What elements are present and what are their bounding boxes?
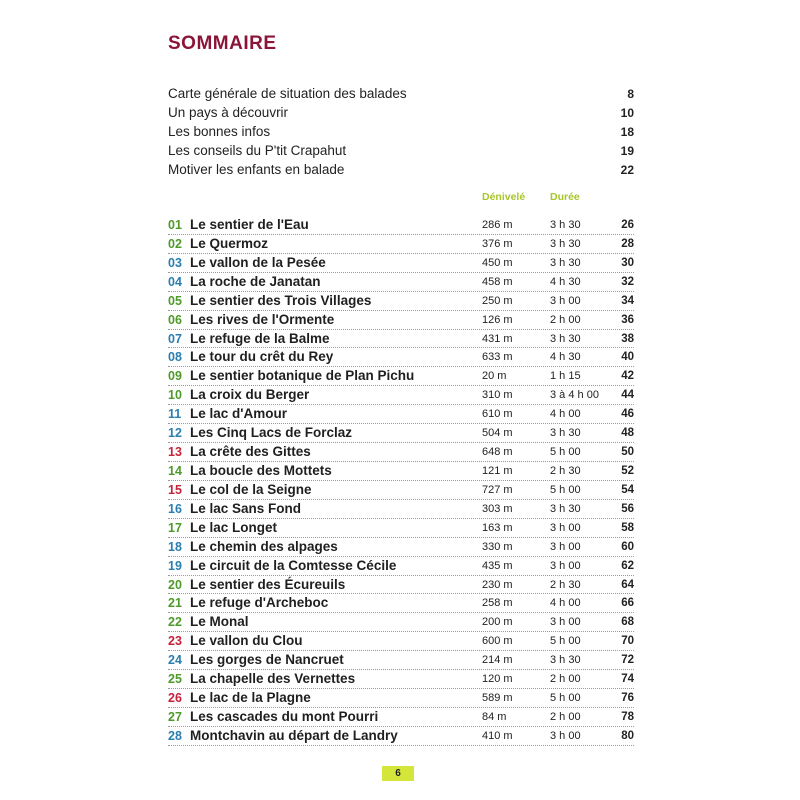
walk-page: 62: [621, 559, 634, 572]
walk-name: La chapelle des Vernettes: [190, 671, 356, 687]
walk-number: 02: [168, 236, 182, 251]
walk-name: La crête des Gittes: [190, 444, 311, 460]
walk-number: 22: [168, 615, 182, 630]
walk-row: [168, 670, 634, 689]
walk-row: [168, 386, 634, 405]
column-headers: [0, 191, 800, 207]
walk-duree: 5 h 00: [550, 483, 581, 496]
walk-number: 16: [168, 501, 182, 516]
walk-denivele: 258 m: [482, 597, 513, 610]
walk-denivele: 610 m: [482, 408, 513, 421]
walk-number: 11: [168, 407, 182, 422]
walk-row: [168, 727, 634, 746]
intro-item-page: 10: [620, 105, 634, 120]
walk-denivele: 250 m: [482, 294, 513, 307]
walk-page: 34: [621, 294, 634, 307]
walk-page: 42: [621, 370, 634, 383]
walk-denivele: 286 m: [482, 219, 513, 231]
walk-row: [168, 651, 634, 670]
walk-name: Les rives de l'Ormente: [190, 311, 335, 327]
walk-name: Les gorges de Nancruet: [190, 652, 344, 668]
walk-duree: 3 h 30: [550, 502, 581, 515]
walk-duree: 3 h 30: [550, 654, 581, 667]
walk-number: 06: [168, 312, 182, 327]
walk-page: 50: [621, 446, 634, 459]
walk-row: [168, 613, 634, 632]
walk-number: 08: [168, 350, 182, 365]
walk-page: 74: [621, 673, 634, 686]
walk-row: [168, 424, 634, 443]
walk-denivele: 600 m: [482, 635, 513, 648]
walk-row: [168, 235, 634, 254]
walk-duree: 2 h 30: [550, 464, 581, 477]
walk-denivele: 126 m: [482, 313, 513, 326]
walk-denivele: 200 m: [482, 616, 513, 629]
intro-item-label: Les conseils du P'tit Crapahut: [168, 143, 347, 158]
walk-number: 07: [168, 331, 182, 346]
walk-denivele: 310 m: [482, 389, 513, 402]
walk-name: Montchavin au départ de Landry: [190, 727, 398, 743]
walk-duree: 3 h 00: [550, 540, 581, 553]
walk-number: 10: [168, 388, 182, 403]
intro-item-label: Motiver les enfants en balade: [168, 162, 345, 177]
intro-item-page: 22: [620, 162, 634, 177]
walk-denivele: 431 m: [482, 332, 513, 345]
walk-number: 26: [168, 691, 182, 706]
walk-name: Les cascades du mont Pourri: [190, 708, 379, 724]
walk-page: 28: [621, 237, 634, 250]
walk-number: 14: [168, 463, 182, 478]
walk-row: [168, 367, 634, 386]
walk-duree: 4 h 30: [550, 351, 581, 364]
walk-duree: 3 à 4 h 00: [550, 389, 599, 402]
intro-item-label: Carte générale de situation des balades: [168, 86, 407, 101]
walk-row: [168, 538, 634, 557]
walk-denivele: 633 m: [482, 351, 513, 364]
walk-duree: 5 h 00: [550, 446, 581, 459]
walk-row: [168, 689, 634, 708]
walk-page: 80: [621, 729, 634, 742]
walk-duree: 3 h 00: [550, 559, 581, 572]
walk-page: 78: [621, 710, 634, 723]
walk-number: 12: [168, 426, 182, 441]
walk-name: Le sentier des Écureuils: [190, 576, 346, 592]
intro-item-page: 19: [620, 143, 634, 158]
walk-denivele: 648 m: [482, 446, 513, 459]
walk-name: Le lac d'Amour: [190, 406, 287, 422]
walk-row: [168, 443, 634, 462]
walk-duree: 3 h 30: [550, 427, 581, 440]
walk-row: [168, 462, 634, 481]
intro-item-page: 8: [627, 86, 634, 101]
walk-name: Le vallon de la Pesée: [190, 254, 326, 270]
intro-item: [168, 160, 634, 179]
walk-denivele: 450 m: [482, 256, 513, 269]
walk-name: Le lac Sans Fond: [190, 500, 302, 516]
walk-denivele: 120 m: [482, 673, 513, 686]
walk-number: 20: [168, 577, 182, 592]
intro-item: [168, 103, 634, 122]
walk-number: 25: [168, 672, 182, 687]
walk-page: 68: [621, 616, 634, 629]
walk-duree: 3 h 30: [550, 219, 581, 231]
walk-page: 56: [621, 502, 634, 515]
intro-item-page: 18: [620, 124, 634, 139]
walk-row: [168, 632, 634, 651]
walk-number: 23: [168, 634, 182, 649]
walk-row: [168, 708, 634, 727]
walk-duree: 2 h 00: [550, 673, 581, 686]
walk-duree: 3 h 00: [550, 294, 581, 307]
walk-row: [168, 273, 634, 292]
walk-name: Le sentier botanique de Plan Pichu: [190, 368, 415, 384]
page-title: SOMMAIRE: [168, 33, 277, 54]
walk-row: [168, 576, 634, 595]
walk-name: Le sentier de l'Eau: [190, 217, 309, 232]
walk-duree: 5 h 00: [550, 635, 581, 648]
walk-duree: 2 h 00: [550, 710, 581, 723]
walk-duree: 4 h 00: [550, 597, 581, 610]
intro-item-label: Un pays à découvrir: [168, 105, 289, 120]
walk-number: 21: [168, 596, 182, 611]
walk-number: 09: [168, 369, 182, 384]
walk-row: [168, 348, 634, 367]
walk-duree: 4 h 00: [550, 408, 581, 421]
walk-page: 58: [621, 521, 634, 534]
walk-page: 52: [621, 464, 634, 477]
walk-number: 04: [168, 274, 182, 289]
walk-name: Le refuge d'Archeboc: [190, 595, 329, 611]
walk-denivele: 303 m: [482, 502, 513, 515]
walk-page: 46: [621, 408, 634, 421]
walk-duree: 3 h 30: [550, 256, 581, 269]
walk-number: 05: [168, 293, 182, 308]
walk-denivele: 458 m: [482, 275, 513, 288]
walk-number: 01: [168, 218, 182, 232]
walk-page: 32: [621, 275, 634, 288]
walk-denivele: 84 m: [482, 710, 507, 723]
walk-row: [168, 254, 634, 273]
walk-number: 28: [168, 728, 182, 743]
walk-page: 66: [621, 597, 634, 610]
walk-list: [168, 216, 634, 746]
header-denivele: Dénivelé: [482, 191, 526, 203]
walk-number: 15: [168, 482, 182, 497]
walk-denivele: 163 m: [482, 521, 513, 534]
walk-page: 30: [621, 256, 634, 269]
walk-denivele: 504 m: [482, 427, 513, 440]
walk-duree: 4 h 30: [550, 275, 581, 288]
walk-denivele: 330 m: [482, 540, 513, 553]
walk-name: Le vallon du Clou: [190, 633, 303, 649]
walk-duree: 5 h 00: [550, 692, 581, 705]
walk-denivele: 589 m: [482, 692, 513, 705]
walk-duree: 3 h 00: [550, 616, 581, 629]
walk-name: Le sentier des Trois Villages: [190, 292, 372, 308]
walk-duree: 3 h 00: [550, 729, 581, 742]
walk-page: 36: [621, 313, 634, 326]
intro-item-label: Les bonnes infos: [168, 124, 271, 139]
walk-denivele: 121 m: [482, 464, 513, 477]
walk-denivele: 727 m: [482, 483, 513, 496]
walk-page: 54: [621, 483, 634, 496]
walk-name: La roche de Janatan: [190, 273, 321, 289]
header-duree: Durée: [550, 191, 580, 203]
walk-name: Le Monal: [190, 614, 249, 630]
walk-page: 38: [621, 332, 634, 345]
walk-row: [168, 557, 634, 576]
walk-duree: 3 h 30: [550, 237, 581, 250]
walk-denivele: 214 m: [482, 654, 513, 667]
walk-number: 19: [168, 558, 182, 573]
walk-page: 48: [621, 427, 634, 440]
walk-duree: 3 h 00: [550, 521, 581, 534]
walk-row: [168, 292, 634, 311]
walk-row: [168, 500, 634, 519]
walk-number: 03: [168, 255, 182, 270]
walk-denivele: 230 m: [482, 578, 513, 591]
walk-row: [168, 405, 634, 424]
walk-name: Les Cinq Lacs de Forclaz: [190, 425, 353, 441]
walk-row: [168, 311, 634, 330]
walk-name: Le col de la Seigne: [190, 481, 312, 497]
walk-page: 26: [621, 219, 634, 231]
walk-row: [168, 594, 634, 613]
walk-name: Le chemin des alpages: [190, 538, 338, 554]
walk-denivele: 376 m: [482, 237, 513, 250]
walk-page: 44: [621, 389, 634, 402]
walk-name: Le lac de la Plagne: [190, 690, 311, 706]
walk-duree: 2 h 00: [550, 313, 581, 326]
walk-page: 60: [621, 540, 634, 553]
intro-item: [168, 122, 634, 141]
walk-name: Le refuge de la Balme: [190, 330, 330, 346]
intro-item: [168, 84, 634, 103]
walk-page: 40: [621, 351, 634, 364]
walk-page: 76: [621, 692, 634, 705]
walk-number: 17: [168, 520, 182, 535]
intro-list: [168, 84, 634, 179]
walk-number: 18: [168, 539, 182, 554]
walk-denivele: 20 m: [482, 370, 507, 383]
walk-duree: 1 h 15: [550, 370, 581, 383]
walk-name: Le lac Longet: [190, 519, 278, 535]
walk-row: [168, 519, 634, 538]
walk-row: [168, 216, 634, 235]
intro-item: [168, 141, 634, 160]
walk-number: 13: [168, 445, 182, 460]
walk-name: Le tour du crêt du Rey: [190, 349, 334, 365]
walk-name: La boucle des Mottets: [190, 462, 332, 478]
walk-name: Le Quermoz: [190, 235, 269, 251]
walk-page: 70: [621, 635, 634, 648]
page-number: 6: [382, 766, 414, 781]
walk-duree: 3 h 30: [550, 332, 581, 345]
walk-denivele: 410 m: [482, 729, 513, 742]
walk-name: Le circuit de la Comtesse Cécile: [190, 557, 397, 573]
walk-number: 27: [168, 709, 182, 724]
walk-page: 64: [621, 578, 634, 591]
walk-number: 24: [168, 653, 182, 668]
walk-duree: 2 h 30: [550, 578, 581, 591]
walk-denivele: 435 m: [482, 559, 513, 572]
walk-name: La croix du Berger: [190, 387, 310, 403]
walk-page: 72: [621, 654, 634, 667]
walk-row: [168, 330, 634, 349]
walk-row: [168, 481, 634, 500]
